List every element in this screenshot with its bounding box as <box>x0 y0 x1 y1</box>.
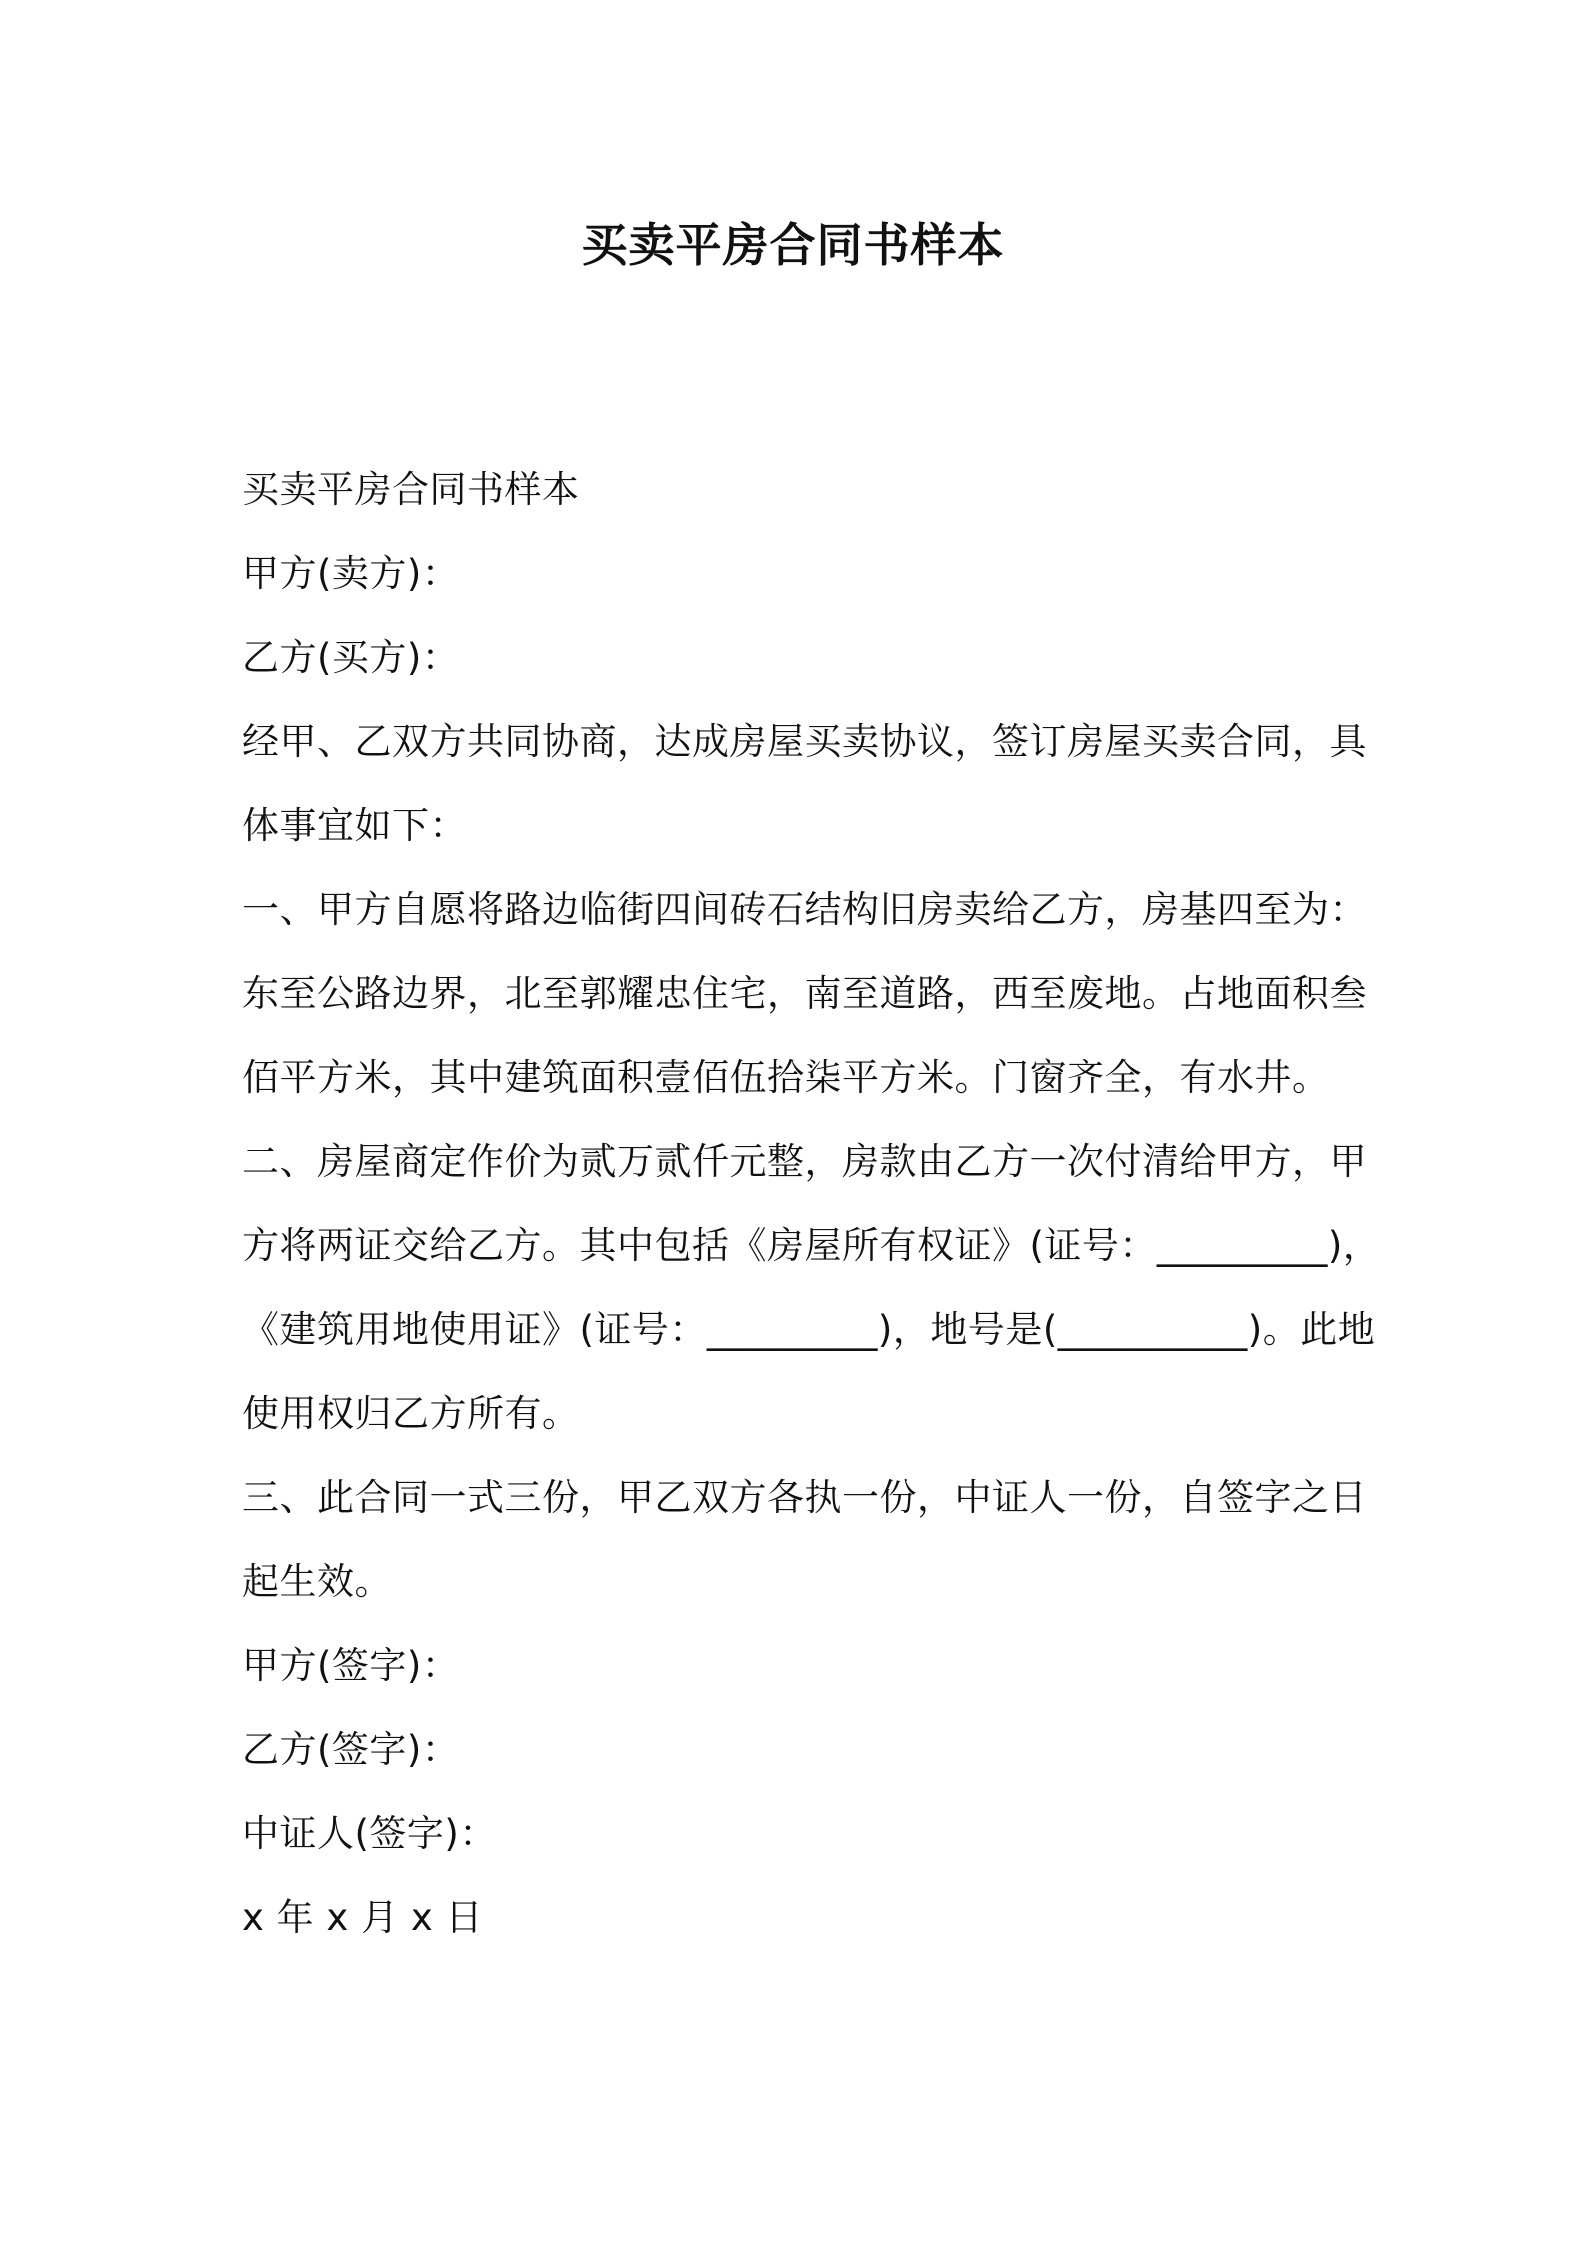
party-a-seller: 甲方(卖方)： <box>242 552 460 595</box>
body-heading: 买卖平房合同书样本 <box>242 468 580 511</box>
signature-party-a: 甲方(签字)： <box>242 1644 460 1687</box>
signing-date: x 年 x 月 x 日 <box>242 1896 483 1939</box>
clause-1-line-3: 佰平方米，其中建筑面积壹佰伍拾柒平方米。门窗齐全，有水井。 <box>242 1056 1330 1099</box>
clause-2-line-1: 二、房屋商定作价为贰万贰仟元整，房款由乙方一次付清给甲方，甲 <box>242 1140 1367 1183</box>
clause-2-line-2: 方将两证交给乙方。其中包括《房屋所有权证》(证号：_________)， <box>242 1224 1381 1267</box>
intro-line-1: 经甲、乙双方共同协商，达成房屋买卖协议，签订房屋买卖合同，具 <box>242 720 1367 763</box>
document-body <box>242 448 1381 1960</box>
intro-line-2: 体事宜如下： <box>242 804 467 847</box>
signature-witness: 中证人(签字)： <box>242 1812 497 1855</box>
document-title: 买卖平房合同书样本 <box>581 218 1005 272</box>
clause-1-line-1: 一、甲方自愿将路边临街四间砖石结构旧房卖给乙方，房基四至为： <box>242 888 1367 931</box>
party-b-buyer: 乙方(买方)： <box>242 636 460 679</box>
clause-3-line-1: 三、此合同一式三份，甲乙双方各执一份，中证人一份，自签字之日 <box>242 1476 1367 1519</box>
clause-2-line-3: 《建筑用地使用证》(证号：_________)，地号是(__________)。此地 <box>242 1308 1376 1351</box>
clause-3-line-2: 起生效。 <box>242 1560 392 1603</box>
clause-2-line-4: 使用权归乙方所有。 <box>242 1392 580 1435</box>
clause-1-line-2: 东至公路边界，北至郭耀忠住宅，南至道路，西至废地。占地面积叁 <box>242 972 1367 1015</box>
signature-party-b: 乙方(签字)： <box>242 1728 460 1771</box>
